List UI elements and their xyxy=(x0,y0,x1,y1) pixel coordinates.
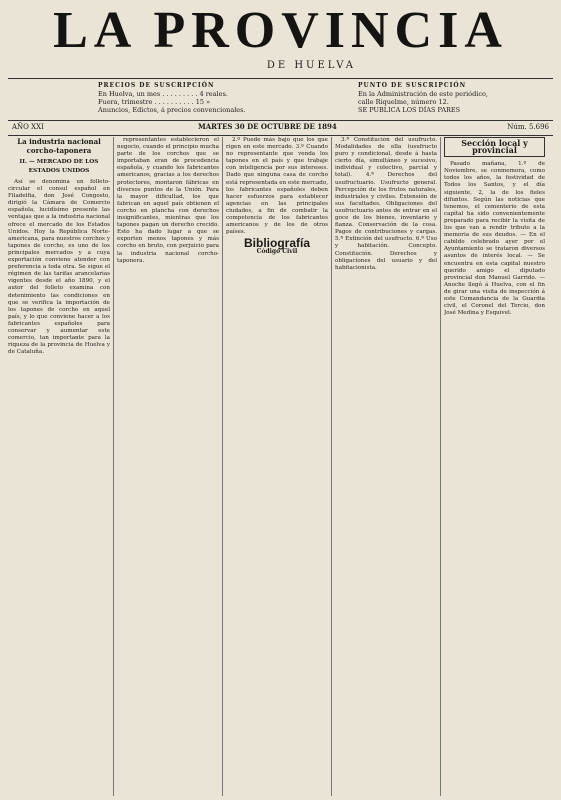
column-2 xyxy=(117,137,223,796)
subscription-line: calle Riquelme, número 12. xyxy=(358,98,449,106)
issue-date: MARTES 30 DE OCTUBRE DE 1894 xyxy=(198,122,337,131)
dateline xyxy=(8,120,553,133)
price-line: En Huelva, un mes . . . . . . . . . 4 reales. xyxy=(98,90,228,98)
subscription-block xyxy=(358,82,508,114)
column-4 xyxy=(335,137,441,796)
article-body: representantes establecieron el negocio, cuando el principio mucha parte de los corchos que se importaban eran de procedencia española, y cuando los fabricantes americanos, gracias a los derechos protectores, montaron fábricas en diversos puntos de la Unión. Para la mayor dificultad, los que fabrican en aquel país obtienen el corcho en plancha con derechos insignificantes, mientras que los tapones pagan un derecho crecido. Esto ha dado lugar a que se exporten menos tapones y más corcho en bruto, con perjuicio para la industria nacional corcho-taponera. xyxy=(117,137,219,264)
year-label: AÑO XXI xyxy=(12,123,44,131)
price-line: Fuera, trimestre . . . . . . . . . . 15 » xyxy=(98,98,211,106)
article-subtitle: II. — MERCADO DE LOS ESTADOS UNIDOS xyxy=(19,159,99,174)
subscription-line: En la Administración de este periódico, xyxy=(358,90,488,98)
column-1 xyxy=(8,137,114,796)
subscription-heading: PUNTO DE SUSCRIPCIÓN xyxy=(358,82,467,89)
prices-block xyxy=(98,82,258,114)
article-body: Pasado mañana, 1.º de Noviembre, se conmemora, como todos los años, la festividad de Todos los Santos, y el día siguiente, 2, la de los fieles difuntos. Según las noticias que tenemos, el cementerio de esta capital ha sido convenientemente preparado para recibir la visita de los que van a rendir tributo a la memoria de sus deudos. — En el cabildo celebrado ayer por el Ayuntamiento se trataron diversos asuntos de interés local. — Se encuentra en esta capital nuestro querido amigo el diputado provincial don Manuel Garrido. — Anoche llegó á Huelva, con el fin de girar una visita de inspección á este Comandancia de la Guardia civil, el Coronel del Tercio, don José Medina y Esquivel. xyxy=(444,161,545,317)
bibliography-title: Bibliografía xyxy=(243,236,310,251)
article-body: 2.º Puede más bajo que los que rigen en este mercado. 3.º Cuando no representante que venda los tapones en el país y que trabaje con inteligencia por sus intereses. Dado que ninguna casa de corcho está representada en este mercado, los fabricantes españoles deben hacer esfuerzos para establecer agencias en las principales ciudades, a fin de combatir la competencia de los fabricantes americanos y de los de otros países. xyxy=(226,137,328,236)
newspaper-subtitle: DE HUELVA xyxy=(266,60,356,71)
article-body: Así se denomina un folleto-circular el consul español en Filadelfia, don José Congosto, dirigió la Cámara de Comercio española, lucidísimo presente las ventajas que a la industria nacional ofrece el mercado de los Estados Unidos. Hoy la República Norte-americana, para nuestros corchos y tapones de corcho, es uno de los principales mercados y a cuya exportación conviene atender con preferencia a toda otra. Se sigue el régimen de las tarifas arancelarias vigentes desde el año 1890, y el autor del folleto examina con detenimiento las condiciones en que se verifica la importación de los tapones de corcho en aquel país, y lo que conviene hacer a los fabricantes españoles para conservar y aumentar este comercio, tan importante para la riqueza de la provincia de Huelva y de Cataluña. xyxy=(8,179,110,356)
newspaper-title: LA PROVINCIA xyxy=(53,2,508,59)
article-columns xyxy=(8,137,553,796)
section-title: Sección local y provincial xyxy=(444,137,545,157)
price-line: Anuncios, Edictos, á precios convencionales. xyxy=(98,106,246,114)
subscription-line: SE PUBLICA LOS DÍAS PARES xyxy=(358,106,461,114)
article-title: La industria nacional corcho-taponera xyxy=(17,137,101,155)
prices-heading: PRECIOS DE SUSCRIPCIÓN xyxy=(98,82,215,89)
column-5 xyxy=(444,137,548,796)
issue-number: Núm. 5.696 xyxy=(507,123,549,131)
masthead xyxy=(0,2,561,72)
article-body: 3.ª Constitución del usufructo. Modalidades de ella (usufructo puro y condicional, desde á hasta cierto día, simultáneo y sucesivo, individual y colectivo, parcial y total). 4.ª Derechos del usufructuario. Usufructo general. Percepción de los frutos naturales, industriales y civiles. Extensión de sus facultades. Obligaciones del usufructuario antes de entrar en el goce de los bienes, inventario y fianza. Conservación de la cosa. Pagos de contribuciones y cargas. 5.ª Extinción del usufructo. 6.ª Uso y habitación. Concepto. Constitución. Derechos y obligaciones del usuario y del habitacionista. xyxy=(335,137,437,271)
bibliography-subtitle: Código Civil xyxy=(256,248,298,256)
column-3 xyxy=(226,137,332,796)
